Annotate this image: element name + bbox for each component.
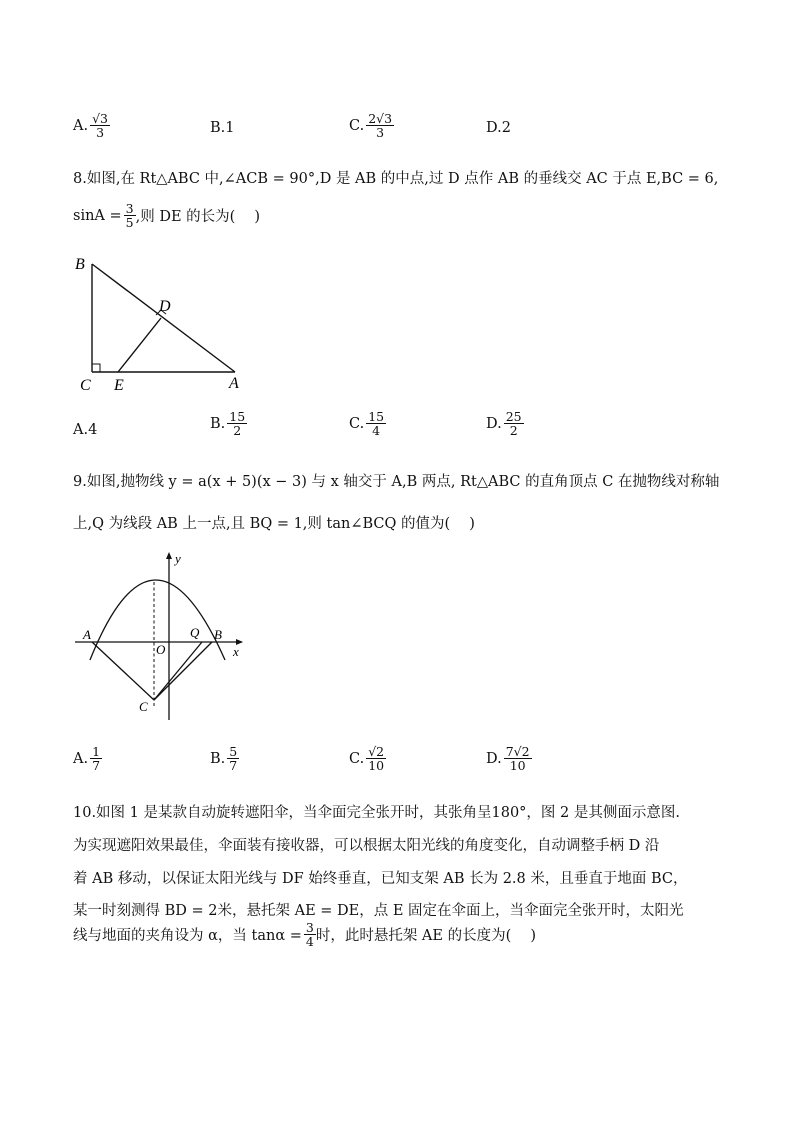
q10-line5: 线与地面的夹角设为 α，当 tanα = $\frac{3}{4}$ 时，此时悬托架 AE 的长度为( )	[73, 920, 537, 950]
label-a: A	[229, 375, 239, 392]
fraction: $\frac{25}{2}$	[505, 409, 522, 439]
q9-option-c: C. $\frac{√2}{10}$	[349, 744, 385, 774]
label-b: B	[214, 627, 222, 642]
q9-option-b: B. $\frac{5}{7}$	[210, 744, 238, 774]
fraction: $\frac{2√3}{3}$	[368, 111, 393, 141]
label-c: C	[80, 377, 91, 394]
label-o: O	[156, 642, 166, 657]
q7-option-a: A. $\frac{√3}{3}$	[73, 111, 109, 141]
q8-option-b: B. $\frac{15}{2}$	[210, 409, 246, 439]
segment-ac	[92, 642, 154, 700]
q7-option-d: D. 2	[486, 120, 511, 136]
q9-line2: 上,Q 为线段 AB 上一点,且 BQ = 1,则 tan∠BCQ 的值为( )	[73, 516, 475, 532]
fraction: $\frac{√2}{10}$	[368, 744, 385, 774]
q7-option-c: C. $\frac{2√3}{3}$	[349, 111, 393, 141]
q10-line4: 某一时刻测得 BD = 2米，悬托架 AE = DE，点 E 固定在伞面上，当伞面完全张开时，太阳光	[73, 903, 684, 919]
q9-parabola-figure	[70, 548, 250, 728]
q10-line2: 为实现遮阳效果最佳，伞面装有接收器，可以根据太阳光线的角度变化，自动调整手柄 D 沿	[73, 838, 660, 854]
y-axis-arrow	[166, 552, 172, 559]
label-x: x	[233, 644, 239, 659]
q8-option-a: A. 4	[73, 422, 98, 438]
q8-option-c: C. $\frac{15}{4}$	[349, 409, 385, 439]
fraction: $\frac{3}{4}$	[305, 920, 314, 950]
segment-de	[118, 318, 161, 372]
label-e: E	[114, 377, 124, 394]
fraction: $\frac{5}{7}$	[229, 744, 238, 774]
q9-option-d: D. $\frac{7√2}{10}$	[486, 744, 530, 774]
fraction: $\frac{15}{4}$	[368, 409, 385, 439]
q10-line3: 着 AB 移动，以保证太阳光线与 DF 始终垂直，已知支架 AB 长为 2.8 米，且垂直于地面 BC，	[73, 871, 688, 887]
label-b: B	[75, 256, 85, 273]
label-d: D	[159, 298, 171, 315]
q8-triangle-figure	[70, 252, 260, 397]
label-y: y	[175, 551, 181, 566]
q10-line1: 10.如图 1 是某款自动旋转遮阳伞，当伞面完全张开时，其张角呈180°，图 2 是其侧面示意图.	[73, 805, 680, 821]
right-angle-c	[92, 364, 100, 372]
side-ab	[92, 264, 235, 372]
q8-line1: 8.如图,在 Rt△ABC 中,∠ACB = 90°,D 是 AB 的中点,过 D 点作 AB 的垂线交 AC 于点 E,BC = 6,	[73, 171, 719, 187]
fraction: $\frac{√3}{3}$	[92, 111, 109, 141]
fraction: $\frac{15}{2}$	[229, 409, 246, 439]
fraction: $\frac{7√2}{10}$	[505, 744, 530, 774]
fraction: $\frac{3}{5}$	[125, 201, 134, 231]
label-q: Q	[190, 625, 200, 640]
label-a: A	[83, 627, 91, 642]
fraction: $\frac{1}{7}$	[92, 744, 101, 774]
label-c: C	[139, 699, 148, 714]
q9-line1: 9.如图,抛物线 y = a(x + 5)(x − 3) 与 x 轴交于 A,B 两点, Rt△ABC 的直角顶点 C 在抛物线对称轴	[73, 474, 720, 490]
q8-option-d: D. $\frac{25}{2}$	[486, 409, 522, 439]
q8-line2: sinA = $\frac{3}{5}$ ,则 DE 的长为( )	[73, 201, 261, 231]
q9-option-a: A. $\frac{1}{7}$	[73, 744, 101, 774]
q7-option-b: B. 1	[210, 120, 235, 136]
